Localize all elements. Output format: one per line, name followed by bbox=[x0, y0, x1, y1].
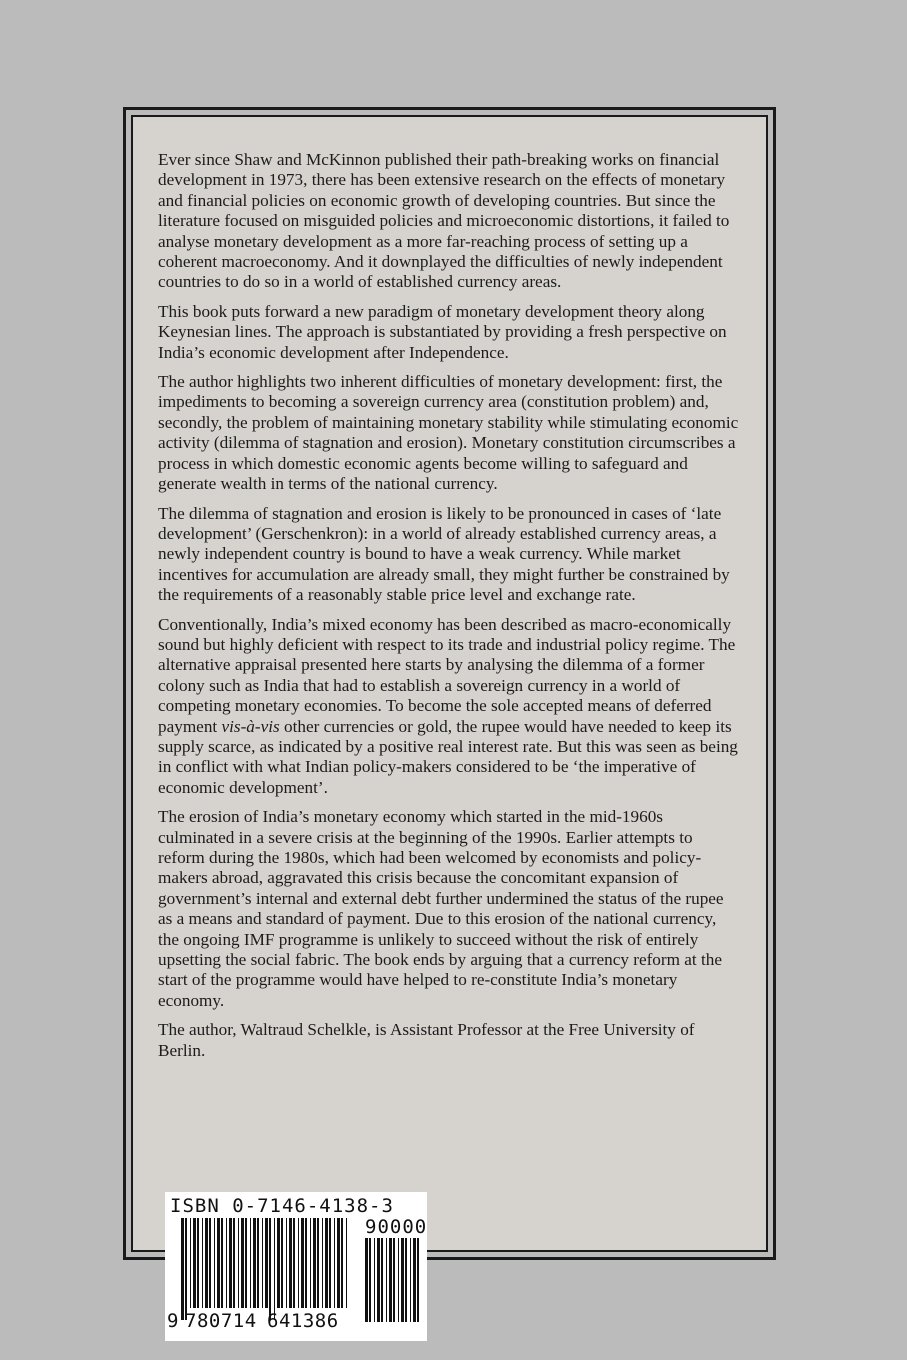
barcode-bar bbox=[369, 1238, 371, 1322]
barcode-bar bbox=[346, 1218, 347, 1308]
barcode-bar bbox=[214, 1218, 215, 1308]
ean-first-digit: 9 bbox=[167, 1310, 179, 1332]
barcode-bar bbox=[229, 1218, 232, 1308]
barcode-bar bbox=[301, 1218, 304, 1308]
blurb-text bbox=[158, 150, 740, 1070]
barcode-bar bbox=[245, 1218, 247, 1308]
barcode-bar bbox=[401, 1238, 404, 1322]
barcode-bar bbox=[253, 1218, 256, 1308]
barcode-bar bbox=[305, 1218, 307, 1308]
barcode-bar bbox=[257, 1218, 259, 1308]
ean-number bbox=[167, 1310, 347, 1332]
paragraph-5 bbox=[158, 615, 740, 799]
barcode-bar bbox=[193, 1218, 196, 1308]
barcode-bar bbox=[274, 1218, 275, 1320]
barcode-bar bbox=[209, 1218, 211, 1308]
ean-barcode-bars bbox=[181, 1218, 351, 1320]
barcode-bar bbox=[265, 1218, 268, 1308]
barcode-bar bbox=[410, 1238, 411, 1322]
barcode-bar bbox=[217, 1218, 220, 1308]
barcode-bar bbox=[377, 1238, 380, 1322]
barcode-bar bbox=[325, 1218, 328, 1308]
barcode-bar bbox=[341, 1218, 343, 1308]
barcode-bar bbox=[289, 1218, 292, 1308]
author-note: The author, Waltraud Schelkle, is Assistant Professor at the Free University of Berlin. bbox=[158, 1020, 695, 1060]
barcode-bar bbox=[389, 1238, 392, 1322]
barcode-bar bbox=[329, 1218, 331, 1308]
barcode-bar bbox=[381, 1238, 383, 1322]
barcode-bar bbox=[226, 1218, 227, 1308]
barcode-bar bbox=[238, 1218, 239, 1308]
barcode-bar bbox=[190, 1218, 191, 1308]
paragraph-4: The dilemma of stagnation and erosion is likely to be pronounced in cases of ‘late development’ (Gerschenkron): in a world of already established currency areas, a newly independent country is bound to have a weak currency. While market incentives for accumulation are already small, they might further be constrained by the requirements of a reasonably stable price level and exchange rate. bbox=[158, 503, 730, 605]
barcode-bar bbox=[313, 1218, 316, 1308]
barcode-bar bbox=[221, 1218, 223, 1308]
isbn-barcode bbox=[165, 1192, 427, 1341]
barcode-bar bbox=[286, 1218, 287, 1308]
barcode-bar bbox=[337, 1218, 340, 1308]
barcode-bar bbox=[269, 1218, 271, 1320]
paragraph-1: Ever since Shaw and McKinnon published their path-breaking works on financial development in 1973, there has been extensive research on the effects of monetary and financial policies on economic growth of developing countries. But since the literature focused on misguided policies and microeconomic distortions, it failed to analyse monetary development as a more far-reaching process of setting up a coherent macroeconomy. And it downplayed the difficulties of newly independent countries to do so in a world of established currency areas. bbox=[158, 150, 730, 292]
paragraph-5-part-b: other currencies or gold, the rupee would have needed to keep its supply scarce, as indicated by a positive real interest rate. But this was seen as being in conflict with what Indian policy-makers considered to be ‘the imperative of economic development’. bbox=[158, 716, 738, 797]
barcode-bar bbox=[298, 1218, 299, 1308]
barcode-bar bbox=[317, 1218, 319, 1308]
barcode-bar bbox=[197, 1218, 199, 1308]
ean-left-group: 780714 bbox=[185, 1310, 257, 1332]
barcode-bar bbox=[365, 1238, 368, 1322]
barcode-bar bbox=[277, 1218, 280, 1308]
addon-barcode-bars bbox=[365, 1238, 423, 1334]
barcode-bar bbox=[250, 1218, 251, 1308]
barcode-bar bbox=[334, 1218, 335, 1308]
paragraph-2: This book puts forward a new paradigm of monetary development theory along Keynesian lines. The approach is substantiated by providing a fresh perspective on India’s economic development after Independence. bbox=[158, 301, 727, 362]
barcode-bar bbox=[241, 1218, 244, 1308]
barcode-bar bbox=[205, 1218, 208, 1308]
barcode-bar bbox=[417, 1238, 419, 1322]
addon-price-code: 90000 bbox=[365, 1216, 428, 1238]
isbn-label: ISBN 0-7146-4138-3 bbox=[170, 1195, 394, 1217]
barcode-bar bbox=[293, 1218, 295, 1308]
barcode-bar bbox=[262, 1218, 263, 1308]
paragraph-5-part-a: Conventionally, India’s mixed economy has been described as macro-economically sound but highly deficient with respect to its trade and industrial policy regime. The alternative appraisal presented here starts by analysing the dilemma of a former colony such as India that had to establish a sovereign currency in a world of competing monetary economies. To become the sole accepted means of deferred payment bbox=[158, 614, 736, 736]
paragraph-5-italic: vis-à-vis bbox=[221, 716, 280, 736]
barcode-bar bbox=[281, 1218, 283, 1308]
barcode-bar bbox=[405, 1238, 407, 1322]
barcode-bar bbox=[322, 1218, 323, 1308]
barcode-bar bbox=[310, 1218, 311, 1308]
barcode-bar bbox=[413, 1238, 416, 1322]
paragraph-3: The author highlights two inherent difficulties of monetary development: first, the impediments to becoming a sovereign currency area (constitution problem) and, secondly, the problem of maintaining monetary stability while stimulating economic activity (dilemma of stagnation and erosion). Monetary constitution circumscribes a process in which domestic economic agents become willing to safeguard and generate wealth in terms of the national currency. bbox=[158, 372, 739, 494]
paragraph-6: The erosion of India’s monetary economy which started in the mid-1960s culminated in a severe crisis at the beginning of the 1990s. Earlier attempts to reform during the 1980s, which had been welcomed by economists and policy-makers abroad, aggravated this crisis because the concomitant expansion of government’s internal and external debt further undermined the status of the rupee as a means and standard of payment. Due to this erosion of the national currency, the ongoing IMF programme is unlikely to succeed without the risk of entirely upsetting the social fabric. The book ends by arguing that a currency reform at the start of the programme would have helped to re-constitute India’s monetary economy. bbox=[158, 807, 724, 1010]
barcode-bar bbox=[181, 1218, 184, 1320]
barcode-bar bbox=[233, 1218, 235, 1308]
barcode-bar bbox=[185, 1218, 187, 1320]
barcode-bar bbox=[398, 1238, 399, 1322]
barcode-bar bbox=[386, 1238, 387, 1322]
barcode-bar bbox=[202, 1218, 203, 1308]
barcode-bar bbox=[393, 1238, 395, 1322]
barcode-bar bbox=[374, 1238, 375, 1322]
ean-right-group: 641386 bbox=[267, 1310, 339, 1332]
